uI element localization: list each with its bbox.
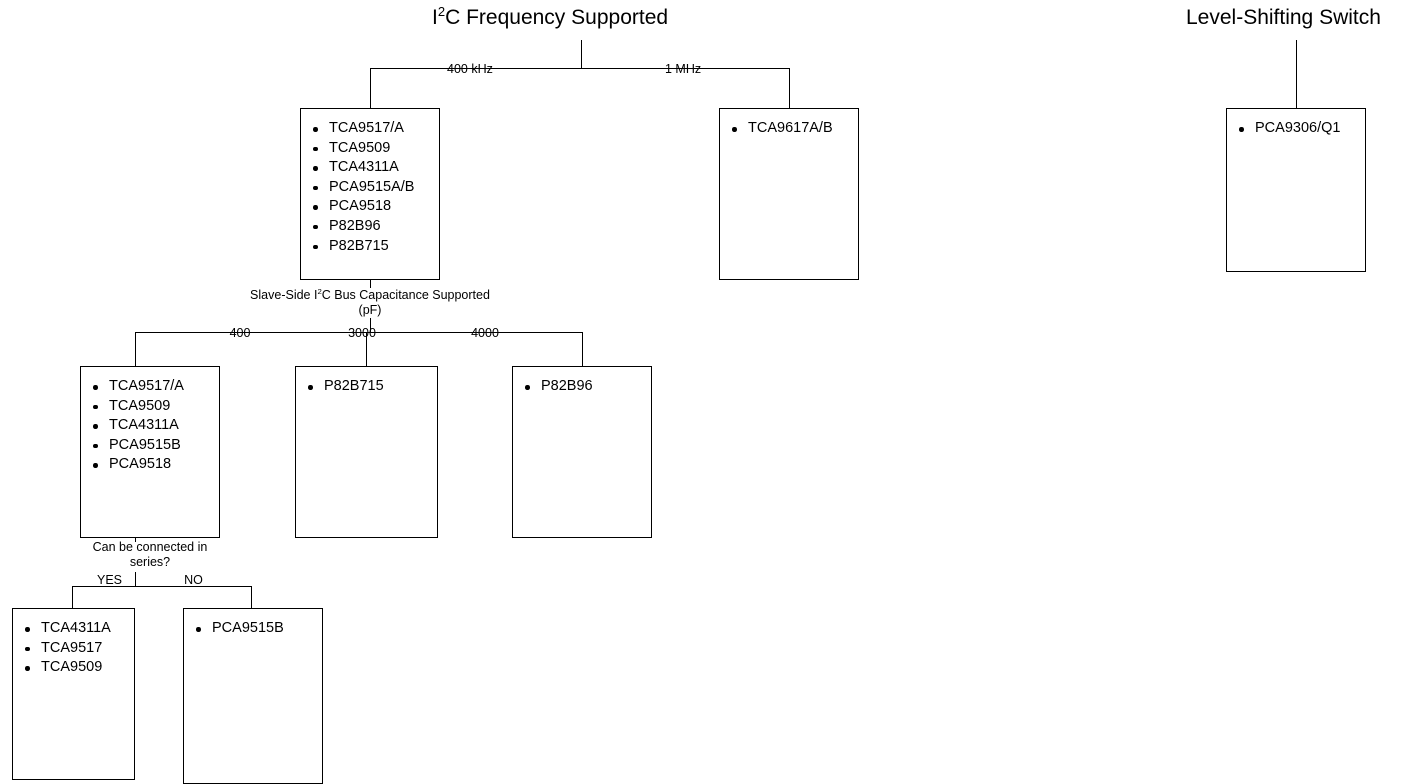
label-1mhz: 1 MHz xyxy=(665,62,702,76)
series-root-stem xyxy=(135,538,136,542)
capacitance-400-drop xyxy=(135,332,136,366)
list-item: TCA9517 xyxy=(13,639,134,659)
box-level-shifting-switch xyxy=(1226,108,1366,272)
list-item: TCA9517/A xyxy=(301,119,439,139)
page-title-suffix: C Frequency Supported xyxy=(445,6,669,29)
freq-branch-bar xyxy=(370,68,790,69)
box-capacitance-3000 xyxy=(295,366,438,538)
series-caption xyxy=(70,540,230,570)
series-caption-line1: Can be connected in xyxy=(92,540,208,554)
list-item: PCA9515A/B xyxy=(301,178,439,198)
freq-1m-drop xyxy=(789,68,790,108)
capacitance-caption-superscript: 2 xyxy=(317,286,322,296)
right-title: Level-Shifting Switch xyxy=(1186,6,1381,29)
capacitance-root-stem xyxy=(370,280,371,288)
list-item: PCA9518 xyxy=(81,455,219,475)
label-400khz: 400 kHz xyxy=(447,62,493,76)
box-series-yes xyxy=(12,608,135,780)
label-cap-4000: 4000 xyxy=(471,326,499,340)
list-item: PCA9515B xyxy=(184,619,322,639)
list-item: PCA9515B xyxy=(81,436,219,456)
series-caption-line2: series? xyxy=(129,555,171,569)
list-item: TCA9509 xyxy=(81,397,219,417)
list-item: TCA4311A xyxy=(13,619,134,639)
device-list-cap400 xyxy=(81,367,219,475)
label-series-no: NO xyxy=(184,573,203,587)
list-item: TCA9509 xyxy=(13,658,134,678)
page-title-superscript: 2 xyxy=(437,4,446,19)
page-title-prefix: I xyxy=(432,6,438,29)
level-shift-stem xyxy=(1296,40,1297,108)
box-capacitance-4000 xyxy=(512,366,652,538)
device-list-series-yes xyxy=(13,609,134,678)
list-item: P82B96 xyxy=(513,377,651,397)
box-frequency-400khz xyxy=(300,108,440,280)
list-item: P82B715 xyxy=(296,377,437,397)
box-series-no xyxy=(183,608,323,784)
freq-400k-drop xyxy=(370,68,371,108)
device-list-cap3000 xyxy=(296,367,437,397)
page-title xyxy=(432,6,668,30)
device-list-1mhz xyxy=(720,109,858,139)
list-item: TCA4311A xyxy=(81,416,219,436)
freq-root-stem xyxy=(581,40,582,68)
box-frequency-1mhz xyxy=(719,108,859,280)
capacitance-caption-prefix: Slave-Side I xyxy=(250,288,318,302)
list-item: P82B715 xyxy=(301,237,439,257)
list-item: TCA9509 xyxy=(301,139,439,159)
capacitance-caption-units: (pF) xyxy=(358,303,382,317)
box-capacitance-400 xyxy=(80,366,220,538)
label-cap-3000: 3000 xyxy=(348,326,376,340)
list-item: PCA9306/Q1 xyxy=(1227,119,1365,139)
capacitance-4000-drop xyxy=(582,332,583,366)
capacitance-caption-suffix: C Bus Capacitance Supported xyxy=(321,288,490,302)
device-list-cap4000 xyxy=(513,367,651,397)
device-list-400khz xyxy=(301,109,439,256)
list-item: TCA9517/A xyxy=(81,377,219,397)
label-cap-400: 400 xyxy=(229,326,251,340)
capacitance-caption xyxy=(240,288,500,318)
device-list-series-no xyxy=(184,609,322,639)
list-item: PCA9518 xyxy=(301,197,439,217)
series-yes-drop xyxy=(72,586,73,608)
device-list-level-shift xyxy=(1227,109,1365,139)
series-no-drop xyxy=(251,586,252,608)
list-item: TCA9617A/B xyxy=(720,119,858,139)
label-series-yes: YES xyxy=(96,573,122,587)
list-item: P82B96 xyxy=(301,217,439,237)
list-item: TCA4311A xyxy=(301,158,439,178)
